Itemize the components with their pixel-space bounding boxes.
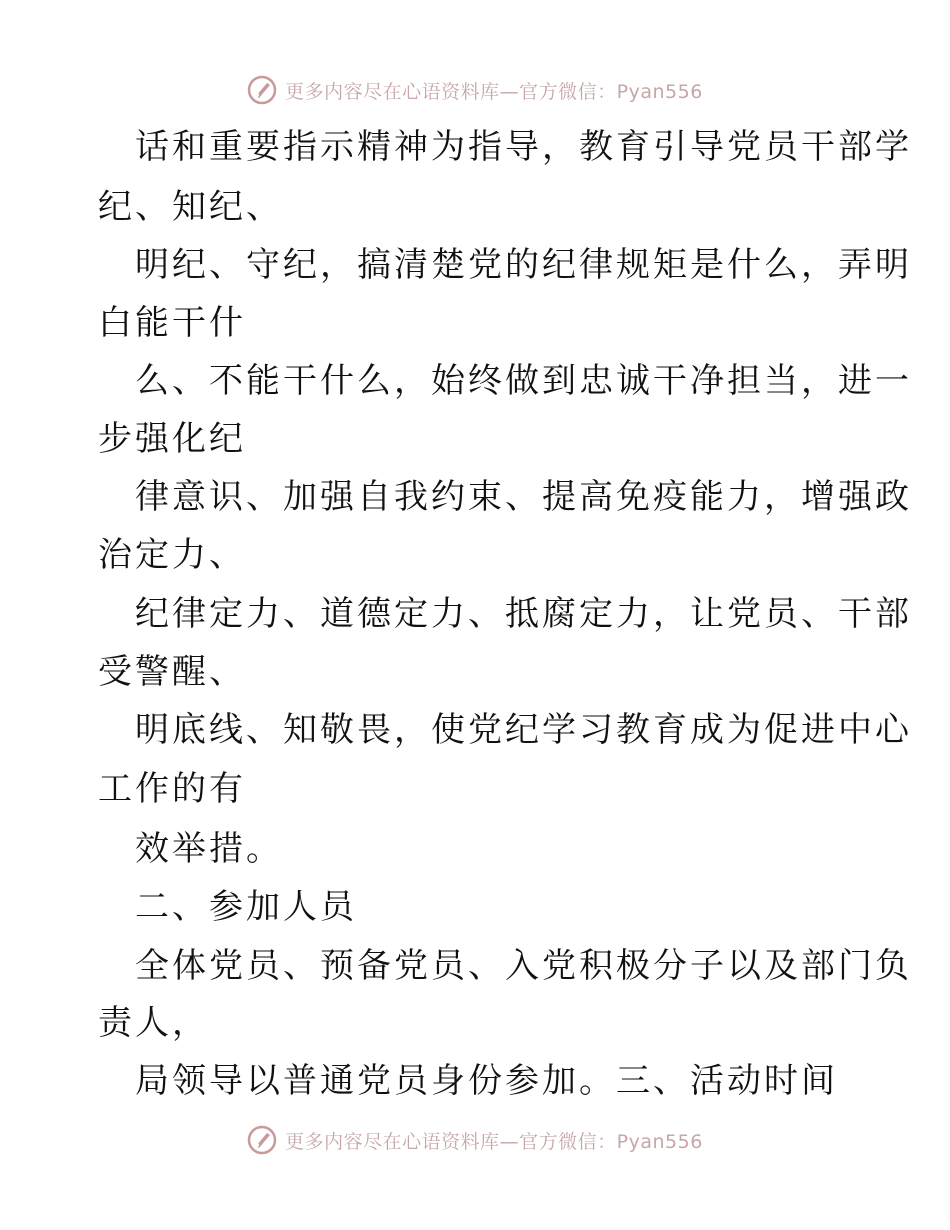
body-line: 步强化纪 xyxy=(98,419,246,459)
body-line: 明底线、知敬畏，使党纪学习教育成为促进中心 xyxy=(135,710,912,750)
body-line: 白能干什 xyxy=(98,303,246,343)
body-line: 律意识、加强自我约束、提高免疫能力，增强政 xyxy=(135,477,912,517)
body-line: 局领导以普通党员身份参加。三、活动时间 xyxy=(135,1061,838,1101)
body-line: 全体党员、预备党员、入党积极分子以及部门负 xyxy=(135,946,912,986)
body-line: 工作的有 xyxy=(98,769,246,809)
body-line: 受警醒、 xyxy=(98,652,246,692)
body-line: 治定力、 xyxy=(98,535,246,575)
body-line: 纪律定力、道德定力、抵腐定力，让党员、干部 xyxy=(135,594,912,634)
footer-watermark-text: 更多内容尽在心语资料库—官方微信：Pyan556 xyxy=(285,1130,703,1153)
quill-logo-icon xyxy=(247,75,277,105)
footer-watermark xyxy=(0,1120,950,1160)
body-line: 话和重要指示精神为指导，教育引导党员干部学 xyxy=(135,127,912,167)
body-line: 责人， xyxy=(98,1003,209,1043)
header-watermark xyxy=(0,70,950,110)
header-watermark-text: 更多内容尽在心语资料库—官方微信：Pyan556 xyxy=(285,80,703,103)
section-heading: 二、参加人员 xyxy=(135,887,357,927)
body-line: 纪、知纪、 xyxy=(98,187,283,227)
quill-logo-icon xyxy=(247,1125,277,1155)
body-line: 效举措。 xyxy=(135,829,283,869)
body-line: 么、不能干什么，始终做到忠诚干净担当，进一 xyxy=(135,361,912,401)
body-line: 明纪、守纪，搞清楚党的纪律规矩是什么，弄明 xyxy=(135,245,912,285)
